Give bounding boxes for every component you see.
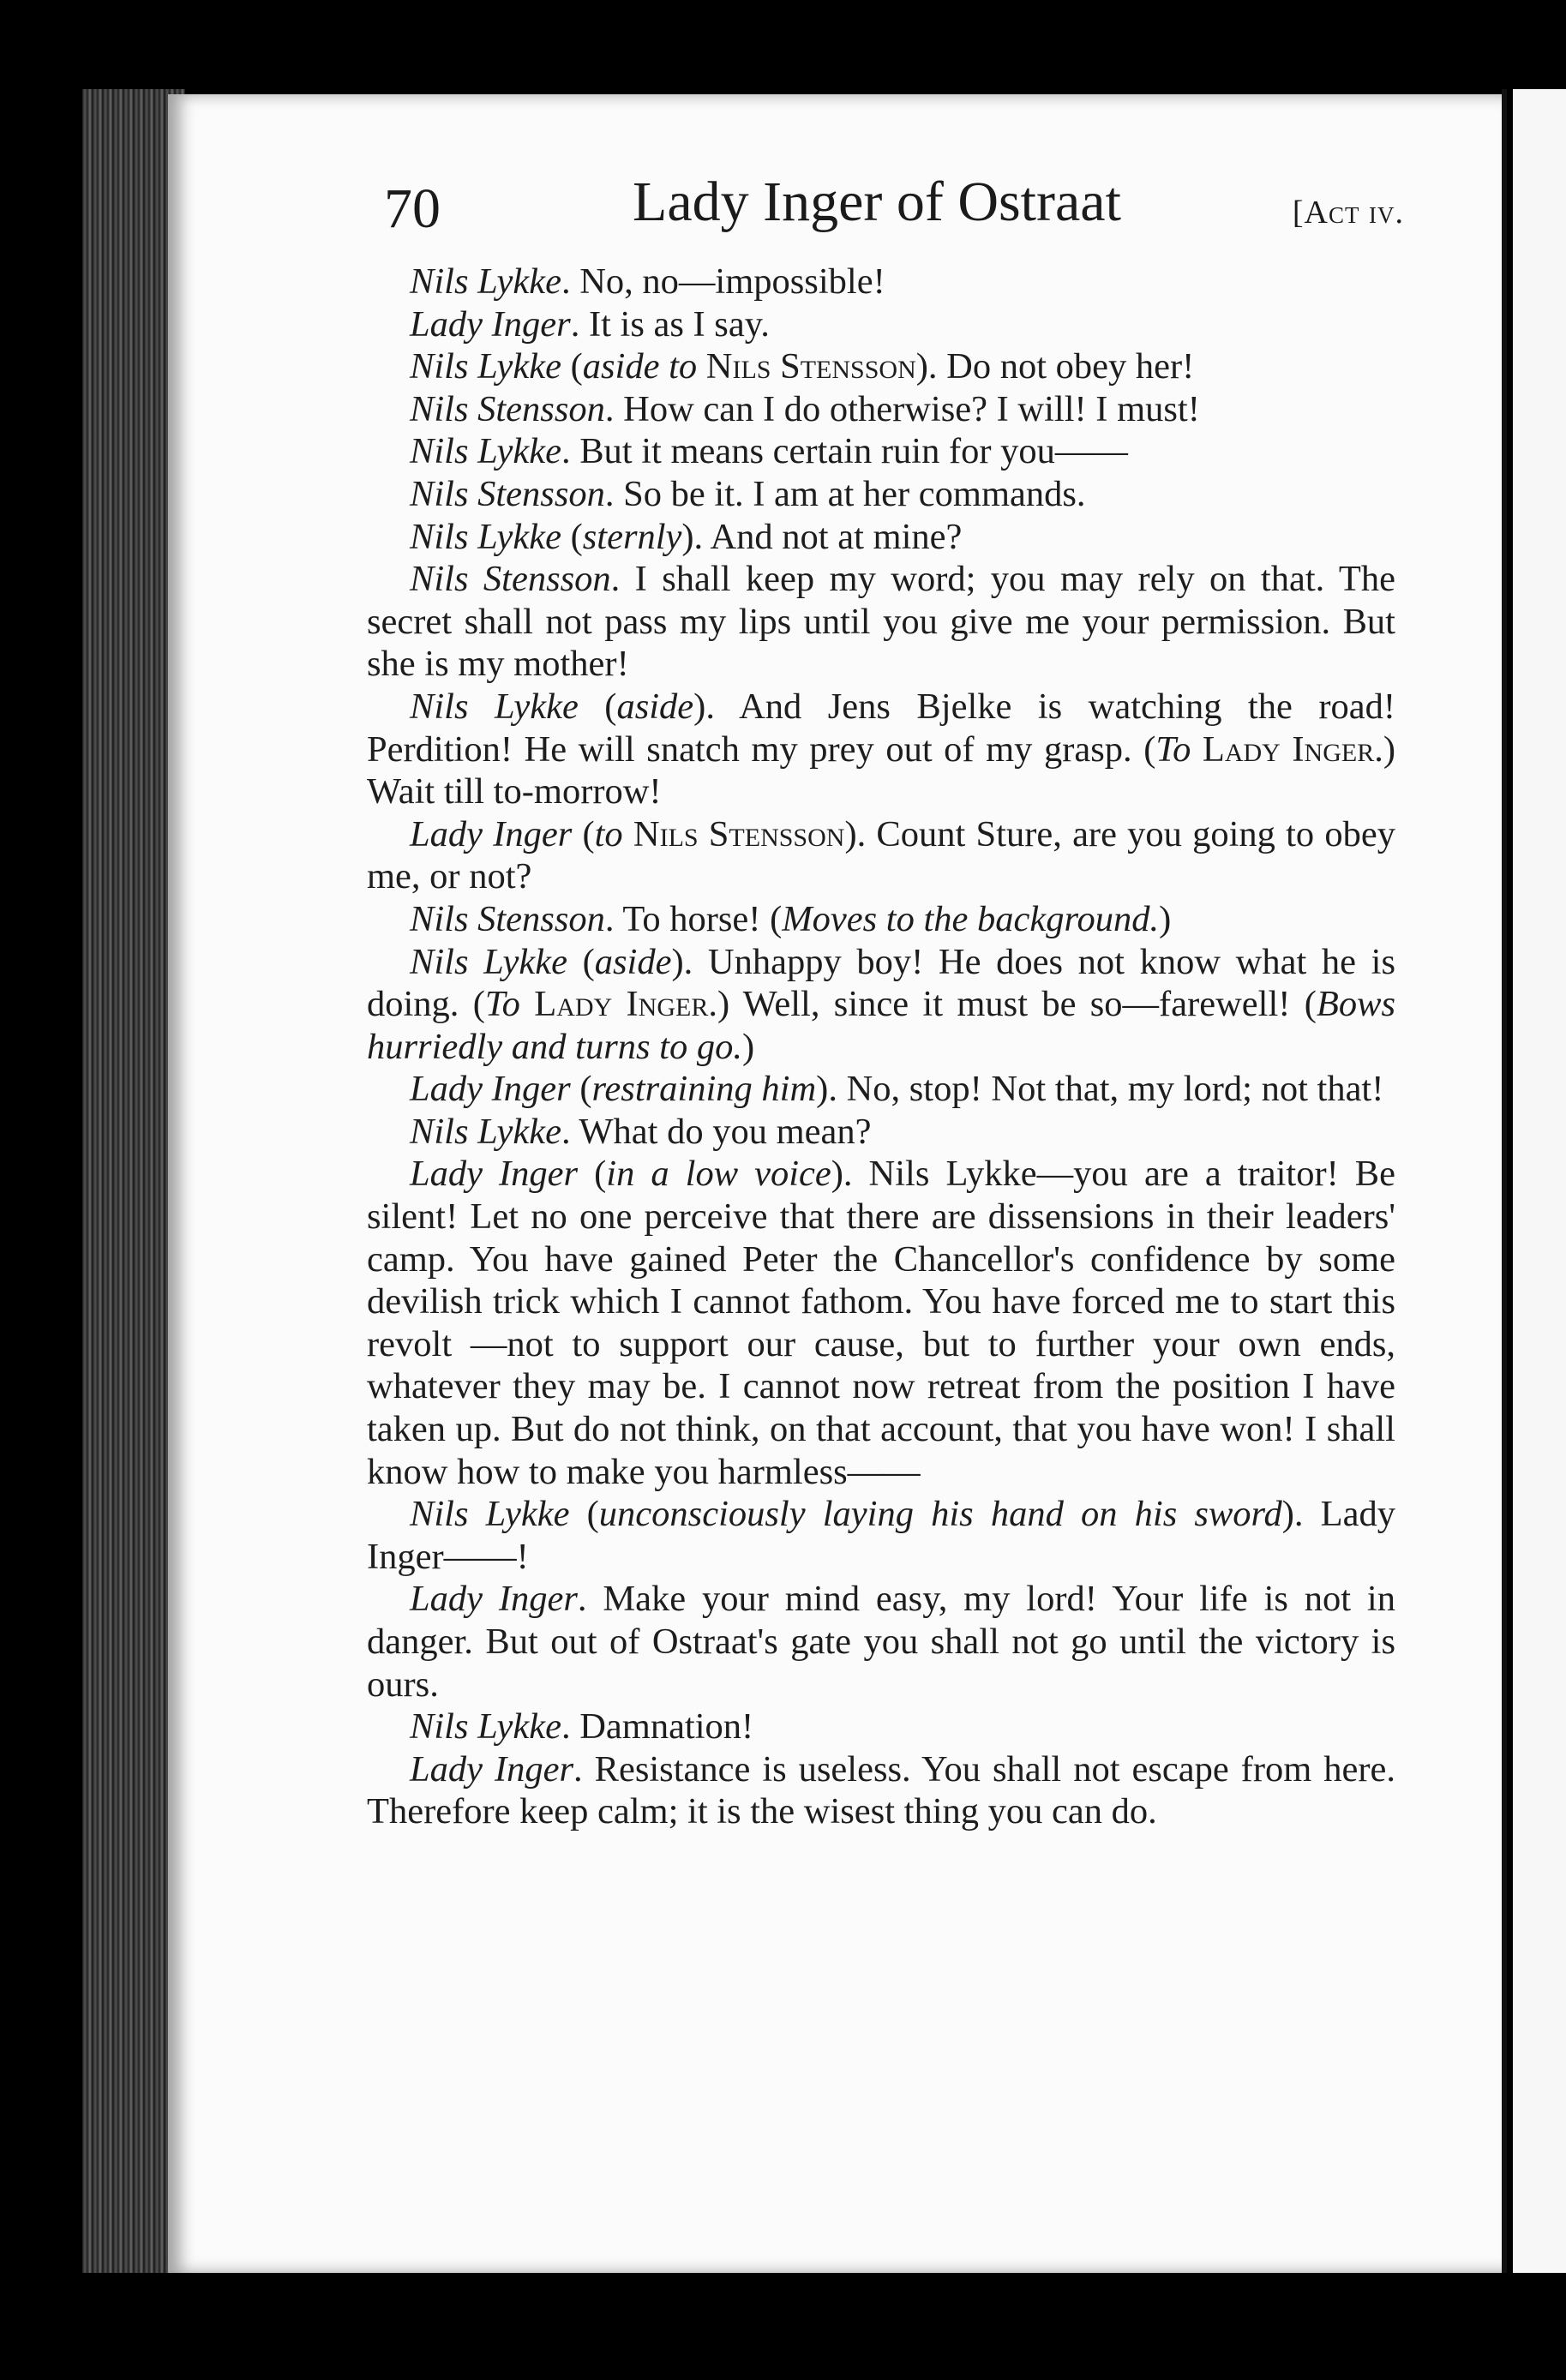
speech-text <box>1191 729 1203 770</box>
speech-text: . How can I do otherwise? I will! I must! <box>604 388 1200 429</box>
dialogue-paragraph <box>367 261 1395 303</box>
dialogue-paragraph <box>367 941 1395 1069</box>
speech-text: . Resistance is useless. You shall not escape from here. Therefore keep calm; it is the wisest thing you can do. <box>367 1748 1396 1832</box>
speech-text: . I shall keep my word; you may rely on that. The secret shall not pass my lips until you give me your permission. But she is my mother! <box>367 559 1395 685</box>
dialogue-paragraph <box>367 1111 1395 1154</box>
speaker-name: Nils Stensson <box>410 473 605 514</box>
speech-text: ). And not at mine? <box>681 516 963 557</box>
speaker-name: Nils Lykke <box>410 1706 561 1748</box>
stage-direction: aside <box>594 941 672 982</box>
speech-text: . Damnation! <box>561 1706 754 1748</box>
dialogue-paragraph <box>367 303 1395 346</box>
speaker-name: Nils Lykke <box>410 346 561 387</box>
speech-text: . To horse! ( <box>604 898 783 939</box>
speech-text: ). And Jens Bjelke is watching the road! Perdition! He will snatch my prey out of my grasp. ( <box>367 686 1396 770</box>
speech-text: ). Nils Lykke—you are a traitor! Be silent! Let no one perceive that there are dissensions in their leaders' camp. You have gained Peter the Chancellor's confidence by some devilish trick which I cannot fathom. You have forced me to start this revolt —not to support our cause, but to further your own ends, whatever they may be. I cannot now retreat from the position I have taken up. But do not think, on that account, that you have won! I shall know how to make you harmless—— <box>367 1154 1395 1492</box>
character-name: Lady Inger <box>1202 728 1375 770</box>
stage-direction: aside to <box>582 346 698 387</box>
dialogue-paragraph <box>367 1493 1395 1578</box>
speech-text: ( <box>572 813 595 854</box>
dialogue-paragraph <box>367 1748 1395 1833</box>
stage-direction: restraining him <box>591 1069 817 1110</box>
speech-text: ). No, stop! Not that, my lord; not that! <box>816 1069 1384 1110</box>
speaker-name: Nils Stensson <box>410 559 611 600</box>
speaker-name: Lady Inger <box>410 813 573 854</box>
speech-text <box>520 984 534 1024</box>
speech-text: . Make your mind easy, my lord! Your life is not in danger. But out of Ostraat's gate you shall not go until the victory is ours. <box>367 1579 1395 1705</box>
stage-direction: To <box>484 984 520 1025</box>
running-header <box>384 170 1404 247</box>
speech-text: .) Wait till to-morrow! <box>367 728 1395 812</box>
speaker-name: Lady Inger <box>410 1748 574 1789</box>
speech-text: ( <box>569 1494 599 1535</box>
stage-direction: to <box>594 813 623 854</box>
speaker-name: Nils Lykke <box>410 516 561 557</box>
next-page-edge <box>1513 89 1566 2273</box>
dialogue-paragraph <box>367 1068 1395 1111</box>
dialogue-paragraph <box>367 898 1395 941</box>
gutter-shadow <box>1502 89 1507 2273</box>
character-name: Nils Stensson <box>705 346 916 387</box>
dialogue-paragraph <box>367 686 1395 813</box>
speaker-name: Lady Inger <box>410 1154 579 1195</box>
speech-text: ( <box>561 516 583 557</box>
speech-text <box>623 814 633 854</box>
stage-direction: To <box>1155 728 1191 770</box>
stage-direction: Moves to the background. <box>782 898 1160 939</box>
stage-direction: in a low voice <box>606 1154 831 1195</box>
running-title: Lady Inger of Ostraat <box>633 171 1121 233</box>
stage-direction: Bows hurriedly and turns to go. <box>367 984 1395 1067</box>
speaker-name: Nils Lykke <box>410 686 579 727</box>
character-name: Nils Stensson <box>633 813 845 854</box>
page-number: 70 <box>384 177 441 240</box>
stage-direction: unconsciously laying his hand on his sword <box>598 1494 1282 1535</box>
dialogue-paragraph <box>367 1706 1395 1748</box>
speech-text: ). Count Sture, are you going to obey me, or not? <box>367 813 1395 897</box>
speech-text: ) <box>1159 898 1172 939</box>
speech-text: ( <box>570 1069 592 1110</box>
speech-text <box>697 346 706 387</box>
dialogue-paragraph <box>367 813 1395 898</box>
speech-text: ( <box>578 686 617 727</box>
dialogue-paragraph <box>367 558 1395 686</box>
speech-text: ). Unhappy boy! He does not know what he is doing. ( <box>367 941 1395 1025</box>
speech-text: ( <box>561 346 583 387</box>
speech-text: ). Do not obey her! <box>915 346 1195 387</box>
act-label: [Act iv. <box>1292 195 1404 231</box>
speaker-name: Nils Lykke <box>410 431 561 472</box>
speaker-name: Lady Inger <box>410 1579 578 1620</box>
dialogue-paragraph <box>367 430 1395 473</box>
speaker-name: Nils Lykke <box>410 941 567 982</box>
speaker-name: Lady Inger <box>410 303 571 345</box>
stage-direction: aside <box>616 686 694 727</box>
speech-text: ( <box>578 1154 607 1195</box>
speech-text: ( <box>567 941 595 982</box>
speaker-name: Lady Inger <box>410 1069 571 1110</box>
dialogue-paragraph <box>367 388 1395 431</box>
dialogue-text <box>367 261 1395 1833</box>
speech-text: . What do you mean? <box>561 1111 872 1152</box>
stage-direction: sternly <box>582 516 682 557</box>
speech-text: . No, no—impossible! <box>561 261 885 302</box>
speaker-name: Nils Lykke <box>410 261 561 302</box>
dialogue-paragraph <box>367 1578 1395 1706</box>
speaker-name: Nils Stensson <box>410 388 605 429</box>
dialogue-paragraph <box>367 345 1395 388</box>
dialogue-paragraph <box>367 516 1395 559</box>
dialogue-paragraph <box>367 1153 1395 1493</box>
speech-text: . It is as I say. <box>570 303 770 345</box>
speaker-name: Nils Stensson <box>410 898 605 939</box>
dialogue-paragraph <box>367 473 1395 516</box>
speaker-name: Nils Lykke <box>410 1111 561 1152</box>
speech-text: ). Lady Inger——! <box>367 1494 1396 1577</box>
character-name: Lady Inger <box>534 984 709 1025</box>
speaker-name: Nils Lykke <box>410 1494 570 1535</box>
speech-text: . So be it. I am at her commands. <box>604 473 1086 514</box>
speech-text: .) Well, since it must be so—farewell! ( <box>708 984 1317 1025</box>
speech-text: ) <box>742 1026 755 1067</box>
speech-text: . But it means certain ruin for you—— <box>561 431 1128 472</box>
